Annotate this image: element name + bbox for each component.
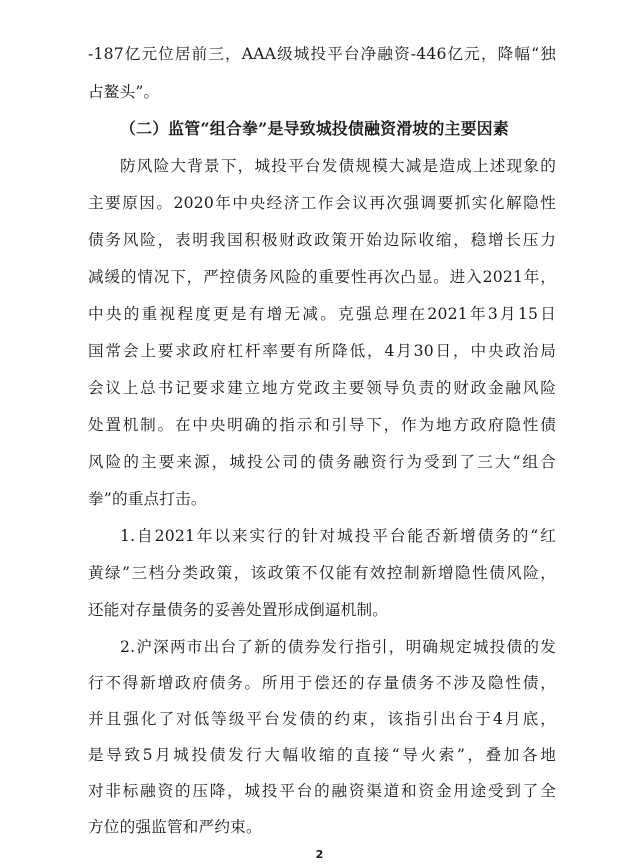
intro-line-2: 占鳌头”。: [88, 83, 160, 101]
section-heading: （二）监管“组合拳”是导致城投债融资滑坡的主要因素: [120, 119, 510, 138]
intro-line-1: -187亿元位居前三，AAA级城投平台净融资-446亿元，降幅“独: [88, 45, 556, 63]
main-line-4: 减缓的情况下，严控债务风险的重要性再次凸显。进入2021年，: [88, 268, 556, 286]
main-line-5: 中央的重视程度更是有增无减。克强总理在2021年3月15日: [88, 305, 556, 323]
item2-line-3: 并且强化了对低等级平台发债的约束，该指引出台于4月底，: [88, 710, 556, 728]
main-line-2: 主要原因。2020年中央经济工作会议再次强调要抓实化解隐性: [88, 194, 556, 212]
item2-line-4: 是导致5月城投债发行大幅收缩的直接“导火索”，叠加各地: [88, 746, 556, 764]
item2-line-6: 方位的强监管和严约束。: [88, 818, 262, 836]
item1-line-1: 1.自2021年以来实行的针对城投平台能否新增债务的“红: [120, 527, 556, 545]
item1-line-2: 黄绿”三档分类政策，该政策不仅能有效控制新增隐性债风险，: [88, 564, 556, 582]
main-line-7: 会议上总书记要求建立地方党政主要领导负责的财政金融风险: [88, 379, 556, 397]
item2-line-1: 2.沪深两市出台了新的债券发行指引，明确规定城投债的发: [120, 638, 556, 656]
main-line-9: 风险的主要来源，城投公司的债务融资行为受到了三大“组合: [88, 453, 556, 471]
item2-line-5: 对非标融资的压降，城投平台的融资渠道和资金用途受到了全: [88, 782, 556, 800]
main-line-8: 处置机制。在中央明确的指示和引导下，作为地方政府隐性债: [88, 416, 556, 434]
main-line-1: 防风险大背景下，城投平台发债规模大减是造成上述现象的: [120, 157, 556, 175]
main-line-3: 债务风险，表明我国积极财政政策开始边际收缩，稳增长压力: [88, 231, 556, 249]
main-line-6: 国常会上要求政府杠杆率要有所降低，4月30日，中央政治局: [88, 342, 556, 360]
item1-line-3: 还能对存量债务的妥善处置形成倒逼机制。: [88, 601, 389, 619]
item2-line-2: 行不得新增政府债务。所用于偿还的存量债务不涉及隐性债，: [88, 674, 556, 692]
main-line-10: 拳”的重点打击。: [88, 490, 207, 508]
page-number: 2: [315, 848, 324, 861]
